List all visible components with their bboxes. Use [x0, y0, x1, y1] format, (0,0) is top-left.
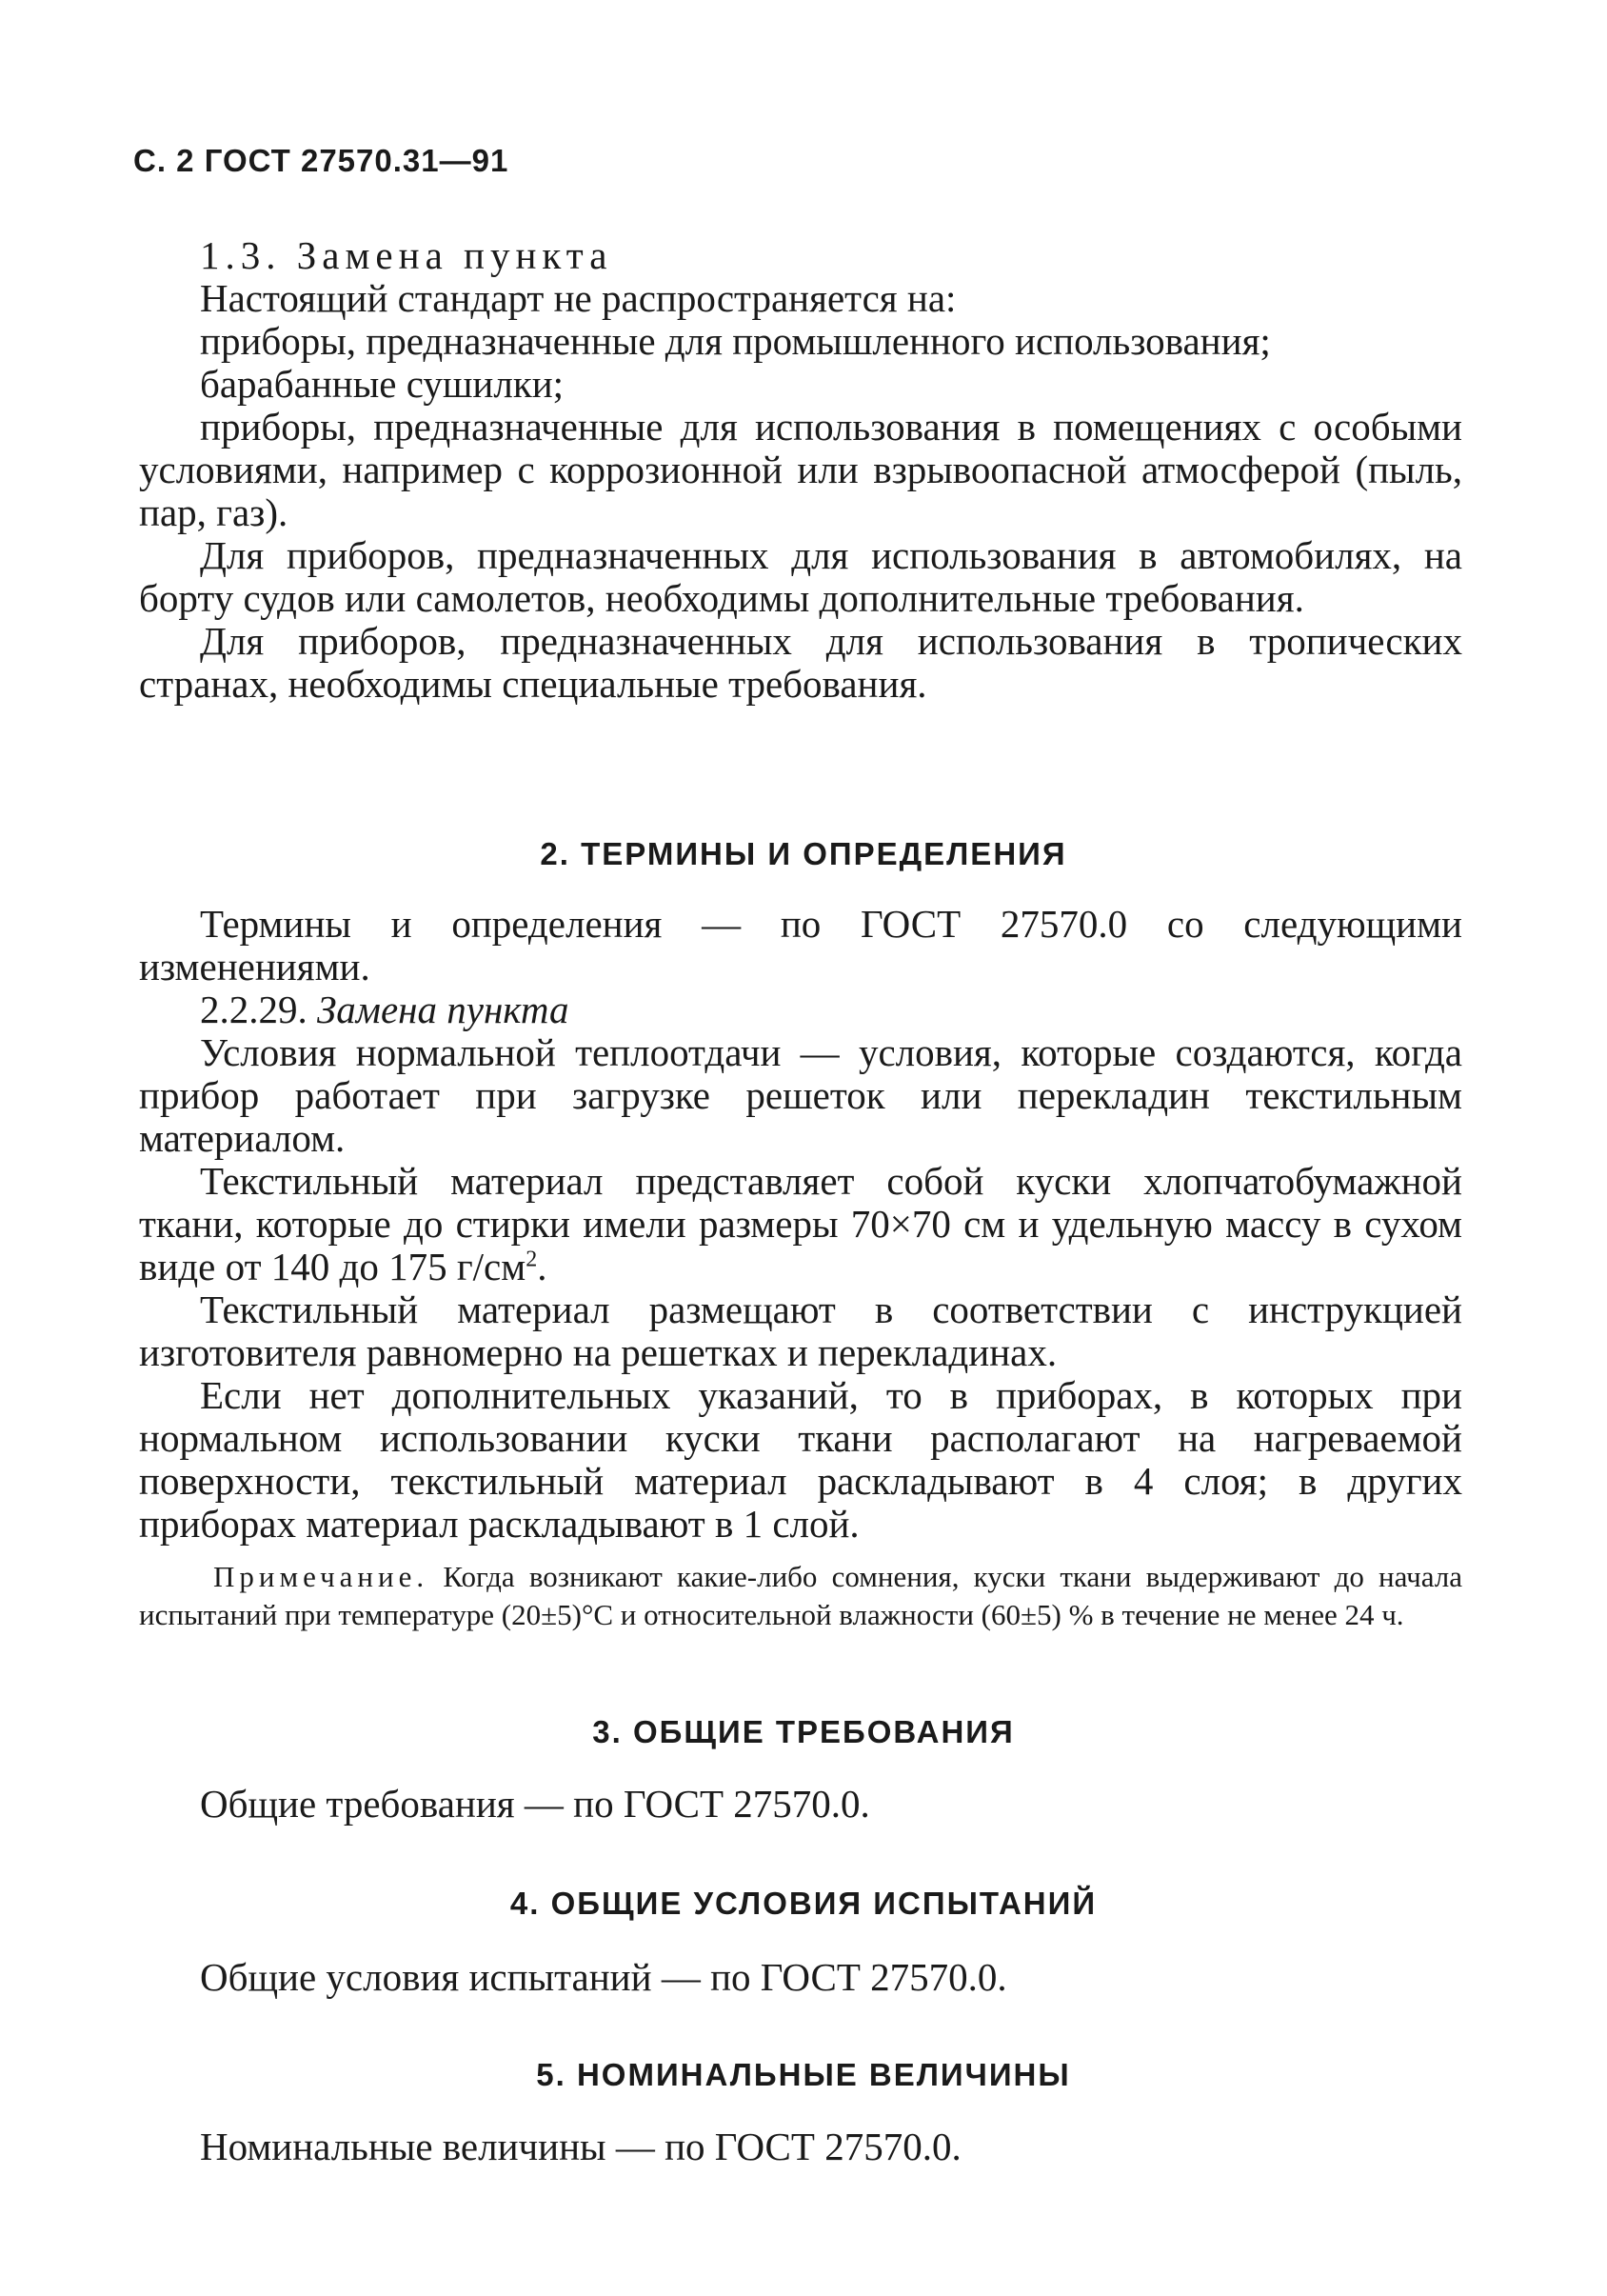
paragraph: Условия нормальной теплоотдачи — условия, которые создаются, когда прибор работает при загрузке решеток или перекладин текстильным материалом. [139, 1030, 1462, 1160]
paragraph: Если нет дополнительных указаний, то в приборах, в которых при нормальном использовании куски ткани располагают на нагреваемой поверхности, текстильный материал раскладывают в 4 слоя; в других приборах материал раскладывают в 1 слой. [139, 1373, 1462, 1546]
list-item: приборы, предназначенные для промышленного использования; [200, 319, 1271, 363]
paragraph: Термины и определения — по ГОСТ 27570.0 со следующими изменениями. [139, 902, 1462, 988]
note [139, 1558, 1462, 1634]
section-4-body [139, 1956, 1462, 1999]
paragraph: Общие требования — по ГОСТ 27570.0. [200, 1782, 870, 1826]
section-heading: 3. ОБЩИЕ ТРЕБОВАНИЯ [592, 1714, 1015, 1749]
section-3-body [139, 1783, 1462, 1826]
paragraph: Текстильный материал размещают в соответствии с инструкцией изготовителя равномерно на решетках и перекладинах. [139, 1288, 1462, 1374]
section-heading: 5. НОМИНАЛЬНЫЕ ВЕЛИЧИНЫ [536, 2057, 1071, 2092]
section-2-body [139, 903, 1462, 1546]
note-text: Примечание. Когда возникают какие-либо сомнения, куски ткани выдерживают до начала испытаний при температуре (20±5)°С и относительной влажности (60±5) % в течение не менее 24 ч. [139, 1560, 1462, 1631]
paragraph: Настоящий стандарт не распространяется на: [200, 276, 957, 320]
paragraph: Для приборов, предназначенных для использования в тропических странах, необходимы специальные требования. [139, 619, 1462, 706]
paragraph: Общие условия испытаний — по ГОСТ 27570.0. [200, 1955, 1007, 1999]
paragraph: Для приборов, предназначенных для использования в автомобилях, на борту судов или самолетов, необходимы дополнительные требования. [139, 533, 1462, 620]
item-title: 1.3. Замена пункта [200, 233, 613, 277]
section-heading: 2. ТЕРМИНЫ И ОПРЕДЕЛЕНИЯ [540, 836, 1067, 871]
item-title: 2.2.29. Замена пункта [200, 988, 569, 1031]
paragraph: Номинальные величины — по ГОСТ 27570.0. [200, 2125, 962, 2168]
page-header: С. 2 ГОСТ 27570.31—91 [133, 143, 509, 178]
list-item: барабанные сушилки; [200, 362, 565, 406]
list-item: приборы, предназначенные для использования в помещениях с особыми условиями, например с коррозионной или взрывоопасной атмосферой (пыль, пар, газ). [139, 405, 1462, 534]
section-5-body [139, 2126, 1462, 2168]
section-1-3 [139, 234, 1462, 706]
paragraph: Текстильный материал представляет собой куски хлопчатобумажной ткани, которые до стирки имели размеры 70×70 см и удельную массу в сухом виде от 140 до 175 $г/см^2$. [139, 1159, 1462, 1288]
section-heading: 4. ОБЩИЕ УСЛОВИЯ ИСПЫТАНИЙ [509, 1886, 1098, 1921]
